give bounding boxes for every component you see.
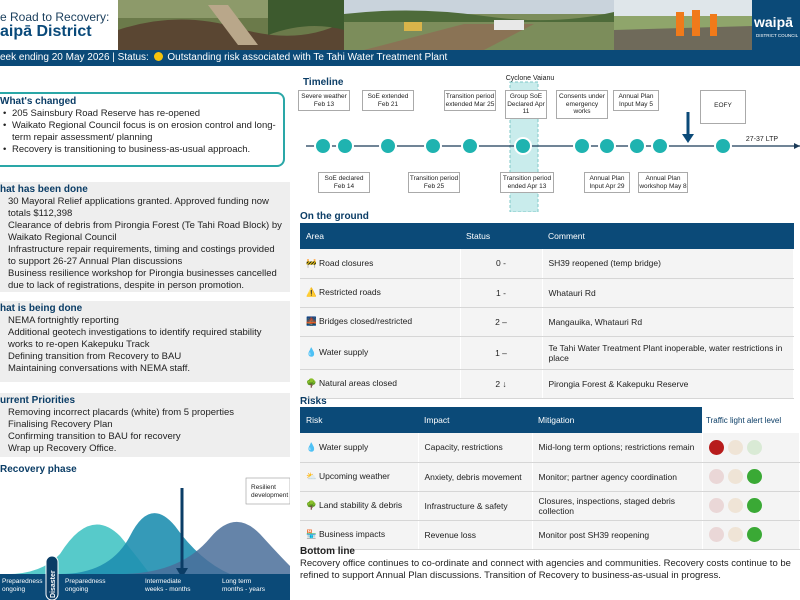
status-cell: 1 -	[460, 278, 542, 307]
traffic-light-amber	[728, 440, 743, 455]
risks-title: Risks	[300, 396, 327, 407]
list-item: Removing incorrect placards (white) from 5 properties	[8, 407, 234, 418]
business-icon: 🏪	[306, 529, 317, 539]
status-prefix: eek ending 20 May 2026 | Status:	[0, 52, 149, 63]
table-row	[300, 491, 800, 520]
what-is-being-done-panel	[0, 301, 290, 382]
timeline-marker	[337, 138, 353, 154]
list-item: • Recovery is transitioning to business-as-usual approach.	[0, 144, 277, 156]
timeline-label: Transition period ended Apr 13	[500, 172, 554, 193]
logo-block	[752, 0, 800, 50]
risk-cell	[300, 520, 418, 549]
comment-cell: Pirongia Forest & Kakepuku Reserve	[542, 369, 794, 398]
column-header: Mitigation	[532, 407, 702, 433]
what-has-been-done-panel	[0, 182, 290, 292]
area-cell	[300, 369, 460, 398]
current-priorities-title: urrent Priorities	[0, 395, 76, 406]
impact-cell: Revenue loss	[418, 520, 532, 549]
timeline-marker	[599, 138, 615, 154]
photo-roadworks	[344, 0, 614, 50]
column-header: Area	[300, 223, 460, 249]
table-row	[300, 433, 800, 462]
area-cell	[300, 307, 460, 336]
column-header: Comment	[542, 223, 794, 249]
traffic-light-green	[747, 469, 762, 484]
comment-cell: Whatauri Rd	[542, 278, 794, 307]
on-the-ground-table	[300, 223, 794, 399]
area-label: Natural areas closed	[319, 378, 397, 388]
status-bar	[0, 50, 800, 66]
timeline-label: Consents under emergency works	[556, 90, 608, 119]
timeline-label: SoE extended Feb 21	[362, 90, 414, 111]
table-row	[300, 520, 800, 549]
resilient-label-1: Resilient	[251, 484, 276, 491]
status-text: Outstanding risk associated with Te Tahi Water Treatment Plant	[167, 52, 448, 63]
status-cell: 1 –	[460, 336, 542, 369]
risk-label: Water supply	[319, 441, 369, 452]
area-label: Bridges closed/restricted	[319, 316, 413, 326]
what-is-being-done-title: hat is being done	[0, 303, 83, 314]
column-header: Traffic light alert level	[702, 407, 800, 433]
column-header: Risk	[300, 407, 418, 433]
timeline-marker	[315, 138, 331, 154]
list-item: • 205 Sainsbury Road Reserve has re-opened	[0, 108, 277, 120]
tree-icon: 🌳	[306, 500, 317, 510]
timeline-marker	[574, 138, 590, 154]
timeline-marker	[652, 138, 668, 154]
traffic-light-amber	[728, 498, 743, 513]
phase-label-weeks: weeks - months	[145, 586, 191, 593]
status-cell: 0 -	[460, 249, 542, 278]
timeline-label: Transition period Feb 25	[408, 172, 460, 193]
logo-subtext: DISTRICT COUNCIL	[756, 33, 799, 38]
timeline-title: Timeline	[303, 77, 344, 88]
traffic-light-cell	[702, 433, 800, 462]
road-closure-icon: 🚧	[306, 257, 317, 268]
table-row	[300, 369, 794, 398]
table-header-row	[300, 223, 794, 249]
list-item: 30 Mayoral Relief applications granted. Approved funding now totals $112,398	[8, 196, 269, 219]
timeline-arrow	[794, 143, 800, 149]
tree-icon: 🌳	[306, 378, 317, 388]
water-drop-icon: 💧	[306, 347, 317, 357]
column-header: Status	[460, 223, 542, 249]
recovery-phase-title: Recovery phase	[0, 464, 77, 475]
timeline-label: Severe weather Feb 13	[298, 90, 350, 111]
mitigation-cell: Closures, inspections, staged debris collection	[532, 491, 702, 520]
traffic-light-green	[747, 527, 762, 542]
table-header-row	[300, 407, 800, 433]
mitigation-cell: Monitor post SH39 reopening	[532, 520, 702, 549]
recovery-phase-diagram	[0, 476, 290, 600]
timeline-label: Annual Plan Input Apr 29	[584, 172, 630, 193]
mitigation-cell: Mid-long term options; restrictions remain	[532, 433, 702, 462]
timeline-label: Annual Plan workshop May 8	[638, 172, 688, 193]
phase-label-long-term: Long term	[222, 578, 252, 585]
comment-cell: SH39 reopened (temp bridge)	[542, 249, 794, 278]
list-item: NEMA fortnightly reporting	[8, 315, 119, 326]
traffic-light-red	[709, 527, 724, 542]
traffic-light-amber	[728, 469, 743, 484]
warning-icon: ⚠️	[306, 287, 317, 297]
status-sun-icon	[154, 52, 163, 61]
column-header: Impact	[418, 407, 532, 433]
impact-cell: Infrastructure & safety	[418, 491, 532, 520]
water-drop-icon: 💧	[306, 441, 317, 452]
list-item: Maintaining conversations with NEMA staff.	[8, 363, 190, 374]
cyclone-label: Cyclone Vaianu	[505, 75, 555, 82]
risk-label: Land stability & debris	[319, 500, 403, 510]
list-item: Defining transition from Recovery to BAU	[8, 351, 182, 362]
area-cell	[300, 336, 460, 369]
timeline-marker	[629, 138, 645, 154]
impact-cell: Anxiety, debris movement	[418, 462, 532, 491]
list-item: Finalising Recovery Plan	[8, 419, 113, 430]
area-cell	[300, 278, 460, 307]
area-label: Water supply	[319, 347, 369, 357]
timeline-marker	[380, 138, 396, 154]
traffic-light-cell	[702, 491, 800, 520]
timeline-end-label: 27-37 LTP	[745, 136, 779, 143]
logo-text: waipā	[754, 14, 793, 30]
photo-landslide	[118, 0, 344, 50]
timeline-marker	[515, 138, 531, 154]
now-arrow-head	[682, 134, 694, 143]
traffic-light-red	[709, 469, 724, 484]
list-item: Confirming transition to BAU for recovery	[8, 431, 181, 442]
list-item: Additional geotech investigations to identify required stability works to re-open Kakepuku Track	[8, 327, 262, 350]
timeline-marker	[425, 138, 441, 154]
table-row	[300, 307, 794, 336]
traffic-light-red	[709, 498, 724, 513]
comment-cell: Te Tahi Water Treatment Plant inoperable, water restrictions in place	[542, 336, 794, 369]
list-item: Wrap up Recovery Office.	[8, 443, 117, 454]
bottom-line-title: Bottom line	[300, 546, 355, 557]
header-banner	[0, 0, 800, 50]
resilient-box	[246, 478, 290, 504]
on-the-ground-title: On the ground	[300, 211, 369, 222]
risk-cell	[300, 433, 418, 462]
bottom-line-text: Recovery office continues to co-ordinate and connect with agencies and communities. Recovery costs continue to be refined to support Annual Plan discussions. Transition of Recovery to business-as-usual in progress.	[300, 558, 791, 581]
current-priorities-panel	[0, 393, 290, 457]
traffic-light-cell	[702, 520, 800, 549]
weather-icon: ⛅	[306, 471, 317, 481]
risks-table	[300, 407, 800, 550]
table-row	[300, 249, 794, 278]
table-row	[300, 278, 794, 307]
photo-workers	[614, 0, 752, 50]
area-label: Road closures	[319, 257, 374, 268]
timeline-label: Group SoE Declared Apr 11	[505, 90, 547, 119]
timeline-label: Annual Plan Input May 5	[613, 90, 659, 111]
area-label: Restricted roads	[319, 287, 381, 297]
page-title-line2: aipā District	[0, 23, 92, 40]
what-has-been-done-title: hat has been done	[0, 184, 88, 195]
risk-cell	[300, 462, 418, 491]
phase-label-ongoing: ongoing	[65, 586, 89, 593]
impact-cell: Capacity, restrictions	[418, 433, 532, 462]
timeline-label: Transition period extended Mar 25	[444, 90, 496, 111]
page-title-line1: e Road to Recovery:	[0, 10, 110, 24]
mitigation-cell: Monitor; partner agency coordination	[532, 462, 702, 491]
risk-cell	[300, 491, 418, 520]
list-item: • Waikato Regional Council focus is on erosion control and long-term repair assessment/ planning	[0, 120, 277, 144]
timeline-label: EOFY	[700, 90, 746, 124]
traffic-light-green	[747, 498, 762, 513]
list-item: Clearance of debris from Pirongia Forest (Te Tahi Road Block) by Waikato Regional Council	[8, 220, 282, 243]
phase-label-intermediate: Intermediate	[145, 578, 182, 585]
status-cell: 2 –	[460, 307, 542, 336]
timeline-marker	[462, 138, 478, 154]
bridge-icon: 🌉	[306, 316, 317, 326]
traffic-light-green	[747, 440, 762, 455]
comment-cell: Mangauika, Whatauri Rd	[542, 307, 794, 336]
timeline-marker	[715, 138, 731, 154]
list-item: Infrastructure repair requirements, timing and costings provided to support 26-27 Annual Plan discussions	[8, 244, 275, 267]
whats-changed-title: What's changed	[0, 96, 77, 107]
risk-label: Business impacts	[319, 529, 386, 539]
traffic-light-amber	[728, 527, 743, 542]
table-row	[300, 462, 800, 491]
phase-label-years: months - years	[222, 586, 265, 593]
whats-changed-panel	[0, 92, 285, 167]
traffic-light-cell	[702, 462, 800, 491]
phase-label-preparedness-left: Preparedness	[2, 578, 43, 585]
traffic-light-red	[709, 440, 724, 455]
phase-label-preparedness: Preparedness	[65, 578, 106, 585]
status-cell: 2 ↓	[460, 369, 542, 398]
table-row	[300, 336, 794, 369]
timeline-label: SoE declared Feb 14	[318, 172, 370, 193]
area-cell	[300, 249, 460, 278]
list-item: Business resilience workshop for Pirongia businesses cancelled due to lack of registrations, despite in person promotion.	[8, 268, 277, 291]
risk-label: Upcoming weather	[319, 471, 390, 481]
disaster-label: Disaster	[50, 570, 57, 598]
resilient-label-2: development	[251, 492, 289, 499]
phase-label-ongoing-left: ongoing	[2, 586, 26, 593]
